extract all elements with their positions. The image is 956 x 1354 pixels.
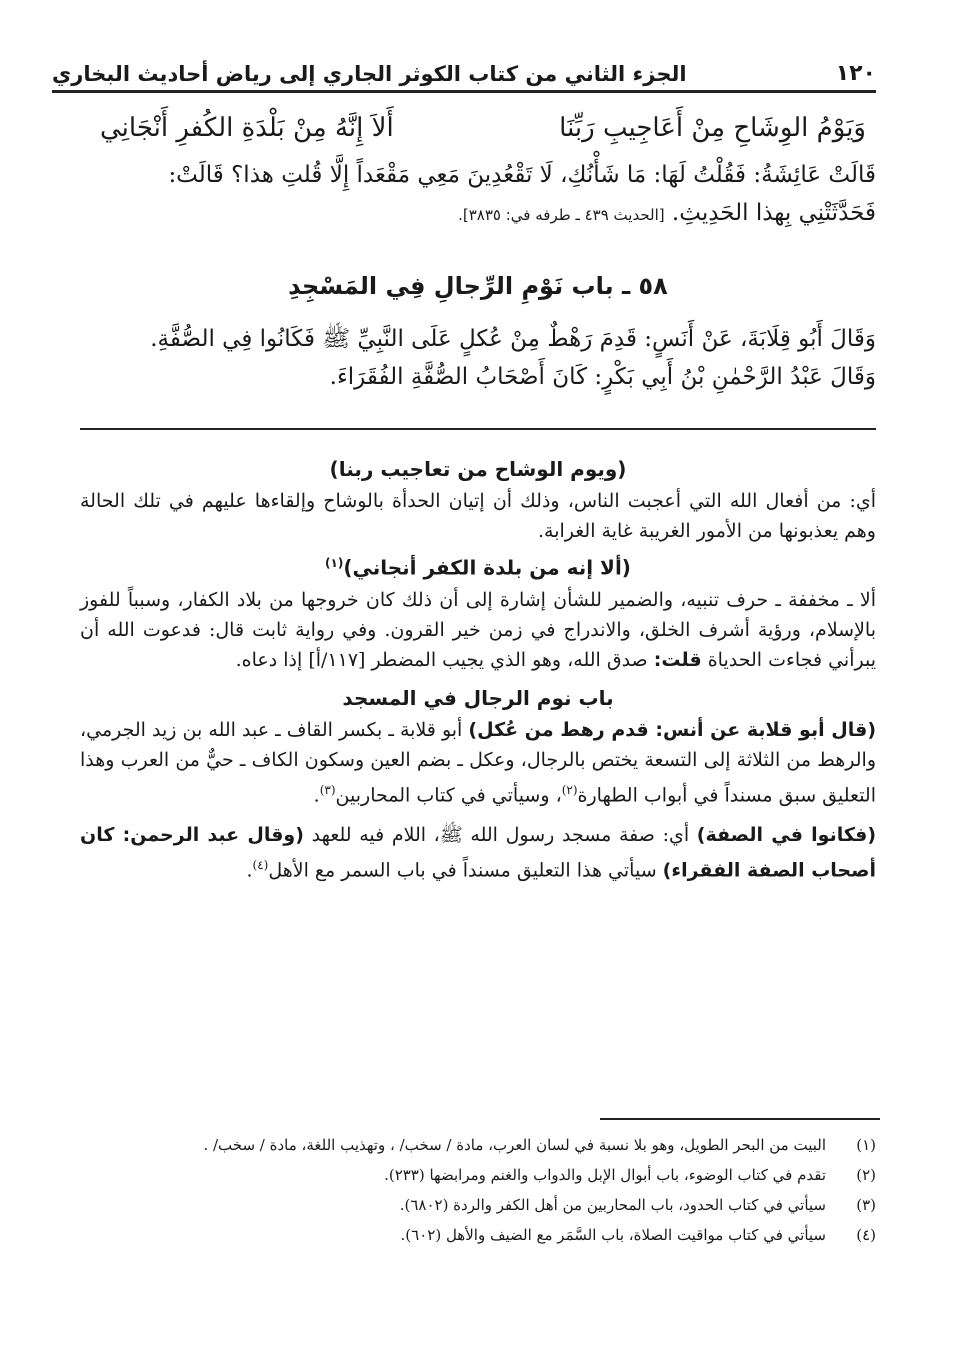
footnote-number: (٢): [856, 1166, 876, 1184]
chapter-line: وَقَالَ أَبُو قِلَابَةَ، عَنْ أَنَسٍ: قَدِمَ رَهْطٌ مِنْ عُكلٍ عَلَى النَّبِيِّ ﷺ فَكَانُوا فِي الصُّفَّةِ.: [150, 326, 876, 352]
page-number: ١٢٠: [835, 61, 876, 86]
commentary-divider: [80, 428, 876, 430]
chapter-line: وَقَالَ عَبْدُ الرَّحْمٰنِ بْنُ أَبِي بَكْرٍ: كَانَ أَصْحَابُ الصُّفَّةِ الفُقَرَاءَ.: [329, 364, 876, 390]
commentary-paragraph: (قال أبو قلابة عن أنس: قدم رهط من عُكل) أبو قلابة ـ بكسر القاف ـ عبد الله بن زيد الجرمي، والرهط من الثلاثة إلى التسعة يختص بالرجال، وعكل ـ بضم العين وسكون الكاف ـ حيٌّ من العرب وهذا التعليق سبق مسنداً في أبواب الطهارة$^{(٢)}$، وسيأتي في كتاب المحاربين$^{(٣)}$.: [80, 718, 877, 806]
commentary-text: ألا ـ مخففة ـ حرف تنبيه، والضمير للشأن إشارة إلى أن ذلك كان خروجها من بلاد الكفار، وسبباً للفوز بالإسلام، ورؤية أشرف الخلق، والاندراج في زمن خير القرون. وفي رواية ثابت قال: فدعوت الله أن يبرأني فجاءت الحدياة: [80, 588, 876, 671]
footnote-text: سيأتي في كتاب الحدود، باب المحاربين من أهل الكفر والردة (٦٨٠٢).: [399, 1196, 826, 1214]
footnote-ref: (٣): [319, 782, 336, 797]
verse-second-hemistich: أَلاَ إِنَّهُ مِنْ بَلْدَةِ الكُفرِ أَنْجَانِي: [100, 113, 394, 143]
footnote-ref: (٤): [252, 857, 269, 872]
footnote-text: تقدم في كتاب الوضوء، باب أبوال الإبل والدواب والغنم ومرابضها (٢٣٣).: [384, 1166, 826, 1184]
footnote-item: [100, 1220, 876, 1250]
footnote-text: البيت من البحر الطويل، وهو بلا نسبة في لسان العرب، مادة / سخب/ ، وتهذيب اللغة، مادة / سخب/ .: [203, 1136, 826, 1154]
hadith-line: [70, 194, 876, 234]
commentary-bold: (فكانوا في الصفة): [696, 823, 877, 846]
commentary-text: صدق الله، وهو الذي يجيب المضطر [١١٧/أ] إذا دعاه.: [235, 648, 648, 671]
commentary-text: سيأتي هذا التعليق مسنداً في باب السمر مع الأهل: [268, 859, 657, 882]
footnote-number: (١): [856, 1136, 876, 1154]
commentary-text: ، وسيأتي في كتاب المحاربين: [335, 783, 562, 806]
running-title: الجزء الثاني من كتاب الكوثر الجاري إلى رياض أحاديث البخاري: [52, 62, 687, 86]
footnote-ref: (١): [325, 556, 344, 570]
footnote-number: (٣): [856, 1196, 876, 1214]
commentary: [80, 452, 876, 885]
footnote-item: [100, 1190, 876, 1220]
footnote-text: سيأتي في كتاب مواقيت الصلاة، باب السَّمَر مع الضيف والأهل (٦٠٢).: [400, 1226, 826, 1244]
commentary-bold: (قال أبو قلابة عن أنس: قدم رهط من عُكل): [468, 718, 877, 741]
verse-first-hemistich: وَيَوْمُ الوِشَاحِ مِنْ أَعَاجِيبِ رَبِّنَا: [559, 113, 866, 143]
commentary-heading: (ويوم الوشاح من تعاجيب ربنا): [329, 457, 627, 481]
chapter-title: ٥٨ ـ باب نَوْمِ الرِّجالِ فِي المَسْجِدِ: [288, 272, 668, 300]
footnote-ref: (٢): [561, 782, 578, 797]
commentary-bold: (وقال عبد الرحمن: كان أصحاب الصفة الفقراء): [80, 823, 876, 882]
commentary-chapter-heading: باب نوم الرجال في المسجد: [342, 685, 614, 710]
commentary-text: أي: صفة مسجد رسول الله ﷺ، اللام فيه للعهد: [311, 823, 690, 846]
commentary-bold: قلت:: [653, 648, 702, 671]
footnotes: [100, 1130, 876, 1250]
hadith-text: [70, 156, 876, 234]
commentary-paragraph: أي: من أفعال الله التي أعجبت الناس، وذلك أن إتيان الحدأة بالوشاح وإلقاءها عليهم في تلك الحالة وهم يعذبونها من الأمور الغريبة غاية الغرابة.: [80, 490, 876, 542]
footnote-divider: [600, 1118, 880, 1120]
hadith-line-text: فَحَدَّثَتْنِي بِهذا الحَدِيثِ.: [671, 200, 876, 226]
commentary-text: أبو قلابة ـ بكسر القاف ـ عبد الله بن زيد الجرمي، والرهط من الثلاثة إلى التسعة يختص بالرجال، وعكل ـ بضم العين وسكون الكاف ـ حيٌّ من العرب وهذا التعليق سبق مسنداً في أبواب الطهارة: [80, 718, 876, 806]
hadith-reference: [الحديث ٤٣٩ ـ طرفه في: ٣٨٣٥].: [458, 206, 665, 224]
footnote-item: [100, 1130, 876, 1160]
commentary-heading-text: (ألا إنه من بلدة الكفر أنجاني): [343, 555, 631, 580]
commentary-paragraph: [80, 585, 876, 675]
running-header: [52, 40, 876, 93]
commentary-paragraph: (فكانوا في الصفة) أي: صفة مسجد رسول الله ﷺ، اللام فيه للعهد (وقال عبد الرحمن: كان أصحاب الصفة الفقراء) سيأتي هذا التعليق مسنداً في باب السمر مع الأهل$^{(٤)}$.: [80, 823, 877, 882]
chapter-text: [70, 320, 876, 396]
footnote-item: [100, 1160, 876, 1190]
footnote-number: (٤): [856, 1226, 876, 1244]
poetry-verse: [100, 106, 866, 150]
commentary-heading: [80, 546, 876, 585]
hadith-line: قَالَتْ عَائِشَةُ: فَقُلْتُ لَهَا: مَا شَأْنُكِ، لَا تَقْعُدِينَ مَعِي مَقْعَداً إِلَّا قُلتِ هذا؟ قَالَتْ:: [168, 162, 876, 188]
